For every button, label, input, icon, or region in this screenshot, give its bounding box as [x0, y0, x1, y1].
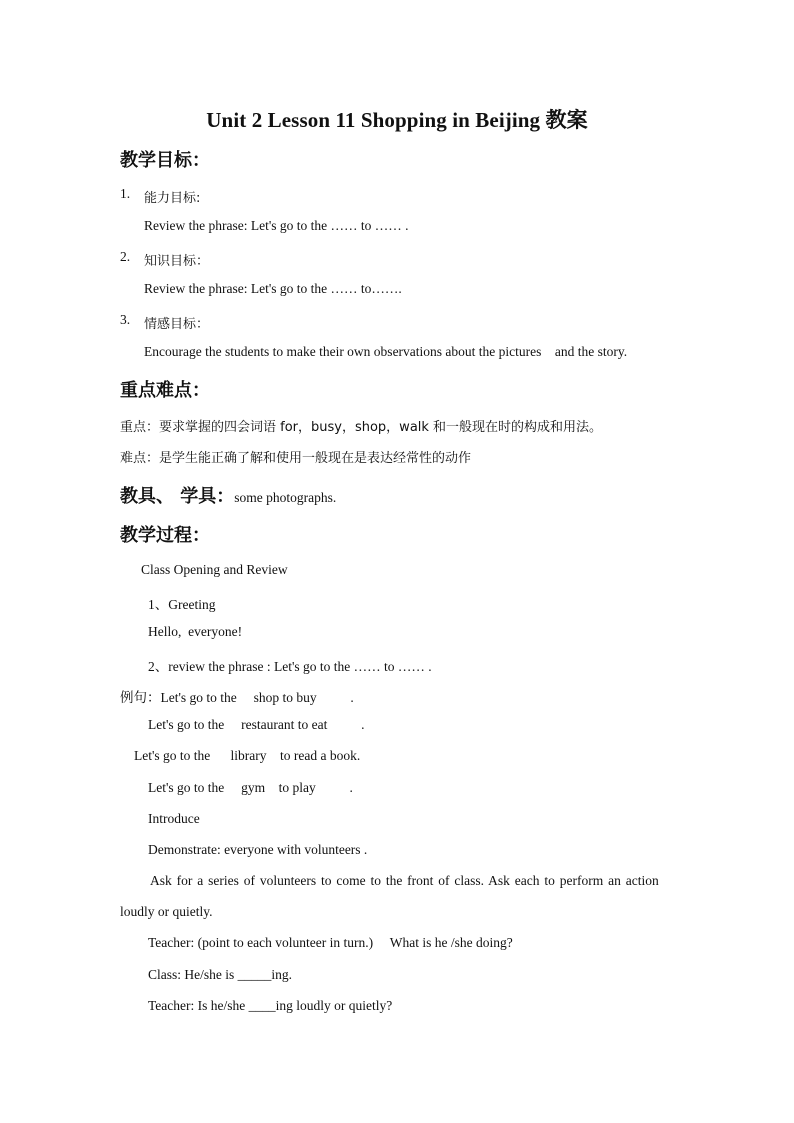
- process-line: 1、Greeting: [148, 597, 216, 612]
- dialogue-line: Class: He/she is _____ing.: [148, 967, 292, 982]
- dialogue-line: Teacher: Is he/she ____ing loudly or quietly?: [148, 998, 393, 1013]
- tools-heading: [120, 482, 336, 508]
- process-line: Hello, everyone!: [148, 624, 243, 639]
- example-line: 例句：Let's go to the shop to buy .: [120, 690, 354, 705]
- objective-number: 2.: [120, 249, 131, 264]
- process-line: 2、review the phrase : Let's go to the …… to …… .: [148, 659, 432, 674]
- difficult-point-text: 难点：是学生能正确了解和使用一般现在是表达经常性的动作: [120, 451, 472, 466]
- process-line: Demonstrate: everyone with volunteers .: [148, 842, 368, 857]
- key-points-heading: 重点难点：: [120, 380, 210, 401]
- process-line: Introduce: [148, 811, 200, 826]
- objective-number: 3.: [120, 312, 131, 327]
- dialogue-line: Teacher: (point to each volunteer in turn.) What is he /she doing?: [148, 935, 513, 950]
- objective-number: 1.: [120, 186, 131, 201]
- objective-detail: Review the phrase: Let's go to the …… to …… .: [144, 218, 409, 233]
- key-point-text: 重点：要求掌握的四会词语 for，busy，shop，walk 和一般现在时的构成和用法。: [120, 420, 603, 435]
- process-line: Ask for a series of volunteers to come to the front of class. Ask each to perform an action: [150, 873, 659, 888]
- process-heading: 教学过程：: [120, 525, 210, 546]
- tools-label: 教具、 学具：: [120, 486, 235, 507]
- page-title: Unit 2 Lesson 11 Shopping in Beijing 教案: [206, 108, 588, 132]
- objective-label: 知识目标：: [144, 254, 210, 269]
- example-line: Let's go to the restaurant to eat .: [148, 717, 365, 732]
- objective-label: 能力目标:: [144, 191, 201, 206]
- objective-label: 情感目标：: [144, 317, 210, 332]
- tools-value: some photographs.: [234, 490, 337, 505]
- process-line: loudly or quietly.: [120, 904, 213, 919]
- objective-detail: Encourage the students to make their own observations about the pictures and the story.: [144, 344, 628, 359]
- objectives-heading: 教学目标：: [120, 150, 210, 171]
- process-line: Class Opening and Review: [141, 562, 288, 577]
- example-line: Let's go to the gym to play .: [148, 780, 353, 795]
- example-line: Let's go to the library to read a book.: [134, 748, 361, 763]
- objective-detail: Review the phrase: Let's go to the …… to…….: [144, 281, 402, 296]
